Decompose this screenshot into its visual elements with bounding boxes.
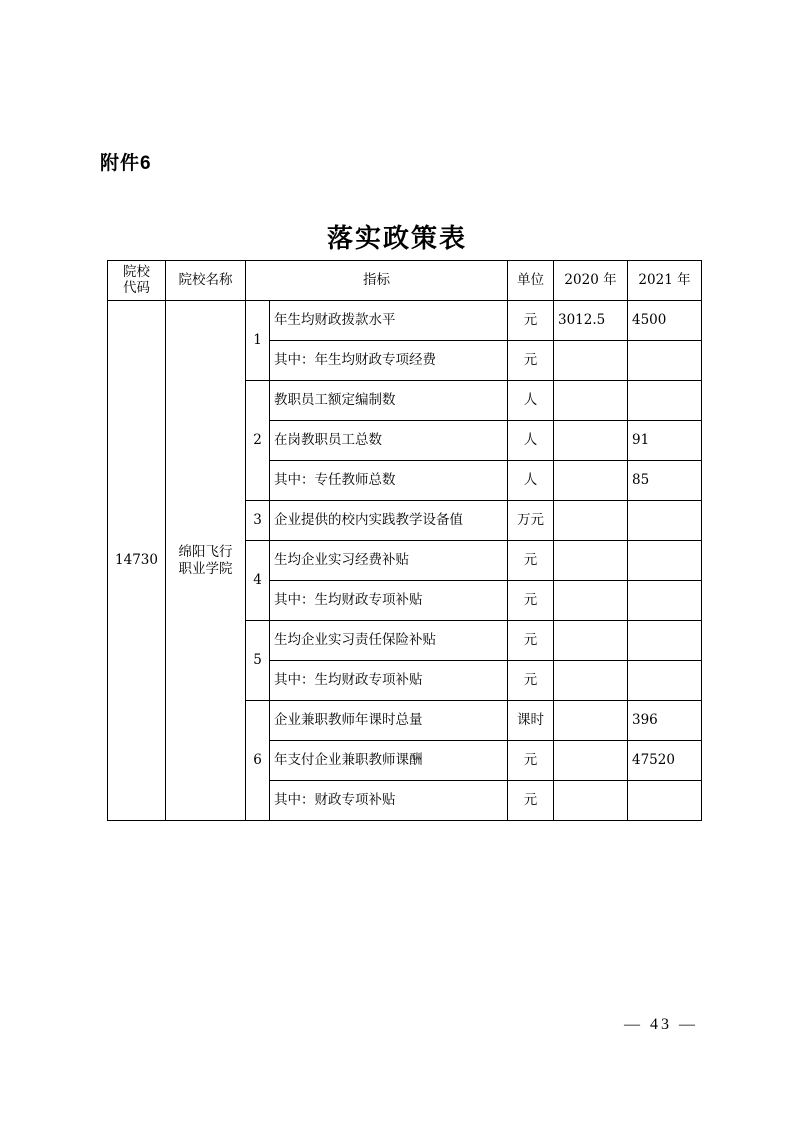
header-year-2021: 2021 年 (628, 261, 702, 301)
cell-unit: 元 (508, 581, 554, 621)
cell-indicator: 其中：专任教师总数 (270, 461, 508, 501)
cell-indicator: 其中：生均财政专项补贴 (270, 661, 508, 701)
header-year-2020: 2020 年 (554, 261, 628, 301)
cell-unit: 元 (508, 661, 554, 701)
cell-value-2021: 47520 (628, 741, 702, 781)
header-indicator: 指标 (246, 261, 508, 301)
cell-value-2021 (628, 581, 702, 621)
cell-value-2021: 85 (628, 461, 702, 501)
cell-value-2020 (554, 501, 628, 541)
cell-value-2021 (628, 541, 702, 581)
cell-unit: 人 (508, 461, 554, 501)
cell-value-2020 (554, 781, 628, 821)
cell-group-number: 2 (246, 381, 270, 501)
header-unit: 单位 (508, 261, 554, 301)
cell-value-2021: 396 (628, 701, 702, 741)
cell-unit: 人 (508, 381, 554, 421)
cell-unit: 元 (508, 741, 554, 781)
table-header-row (108, 261, 702, 301)
cell-indicator: 生均企业实习经费补贴 (270, 541, 508, 581)
cell-value-2020 (554, 341, 628, 381)
cell-school-name (166, 301, 246, 821)
cell-indicator: 其中：生均财政专项补贴 (270, 581, 508, 621)
page-number: — 43 — (624, 1016, 698, 1033)
cell-unit: 元 (508, 341, 554, 381)
cell-value-2021: 4500 (628, 301, 702, 341)
cell-value-2020 (554, 661, 628, 701)
cell-value-2020 (554, 701, 628, 741)
cell-indicator: 企业提供的校内实践教学设备值 (270, 501, 508, 541)
cell-value-2020 (554, 421, 628, 461)
cell-unit: 万元 (508, 501, 554, 541)
cell-group-number: 5 (246, 621, 270, 701)
cell-unit: 元 (508, 781, 554, 821)
cell-indicator: 在岗教职员工总数 (270, 421, 508, 461)
cell-group-number: 3 (246, 501, 270, 541)
cell-unit: 元 (508, 621, 554, 661)
cell-indicator: 年生均财政拨款水平 (270, 301, 508, 341)
cell-value-2020 (554, 541, 628, 581)
cell-value-2020 (554, 741, 628, 781)
school-name-line2: 职业学院 (178, 560, 233, 577)
cell-unit: 人 (508, 421, 554, 461)
cell-value-2020 (554, 621, 628, 661)
cell-indicator: 年支付企业兼职教师课酬 (270, 741, 508, 781)
cell-value-2020 (554, 461, 628, 501)
cell-group-number: 4 (246, 541, 270, 621)
header-school-code (108, 261, 166, 301)
cell-indicator: 教职员工额定编制数 (270, 381, 508, 421)
cell-value-2021 (628, 781, 702, 821)
cell-value-2021: 91 (628, 421, 702, 461)
cell-unit: 元 (508, 301, 554, 341)
cell-value-2021 (628, 661, 702, 701)
cell-value-2020: 3012.5 (554, 301, 628, 341)
table-row (108, 301, 702, 341)
header-school-code-line2: 代码 (123, 279, 150, 296)
page-title: 落实政策表 (326, 224, 467, 254)
cell-value-2021 (628, 501, 702, 541)
cell-indicator: 其中：年生均财政专项经费 (270, 341, 508, 381)
school-name-line1: 绵阳飞行 (178, 543, 233, 560)
header-school-name: 院校名称 (166, 261, 246, 301)
cell-value-2021 (628, 621, 702, 661)
cell-group-number: 6 (246, 701, 270, 821)
cell-school-code: 14730 (108, 301, 166, 821)
cell-value-2021 (628, 341, 702, 381)
cell-indicator: 企业兼职教师年课时总量 (270, 701, 508, 741)
cell-indicator: 生均企业实习责任保险补贴 (270, 621, 508, 661)
cell-unit: 元 (508, 541, 554, 581)
cell-unit: 课时 (508, 701, 554, 741)
attachment-label: 附件6 (100, 153, 152, 174)
cell-value-2020 (554, 381, 628, 421)
cell-indicator: 其中：财政专项补贴 (270, 781, 508, 821)
header-school-code-line1: 院校 (123, 263, 150, 280)
cell-value-2020 (554, 581, 628, 621)
policy-table (107, 260, 702, 821)
cell-value-2021 (628, 381, 702, 421)
policy-table-container (107, 260, 701, 821)
cell-group-number: 1 (246, 301, 270, 381)
